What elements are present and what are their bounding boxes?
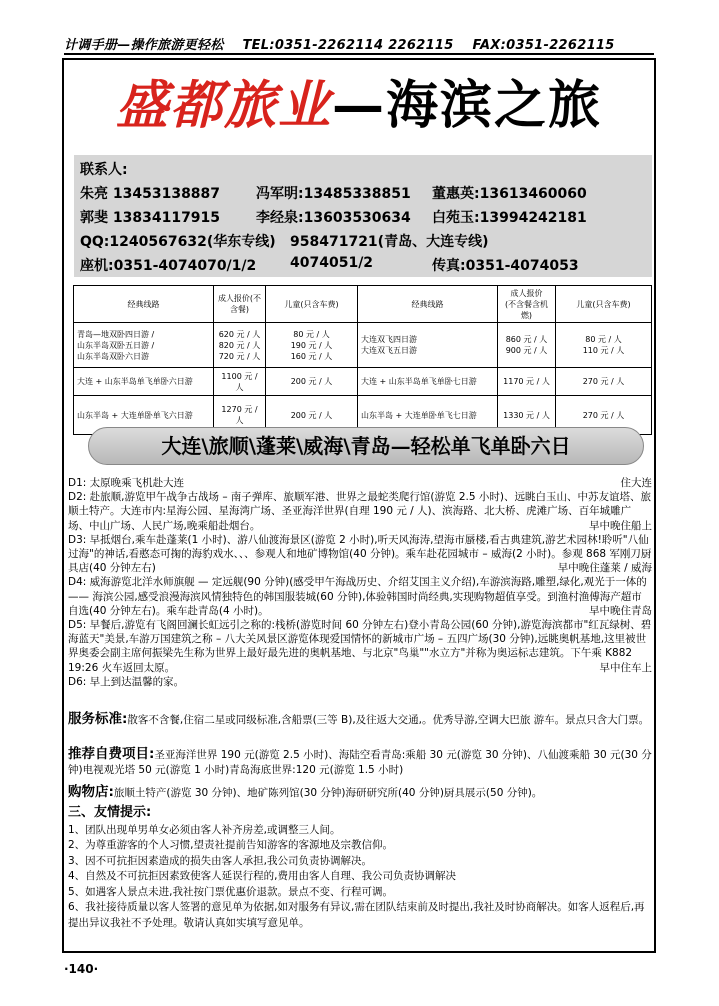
shopping-stops: 购物店:旅顺土特产(游览 30 分钟)、地矿陈列馆(30 分钟)海研研究所(40 分钟)厨具展示(50 分钟)。 [68,784,543,800]
service-standard: 服务标准:散客不含餐,住宿二星或同级标准,含船票(三等 B),及往返大交通,。优秀导游,空调大巴旅 游车。景点只含大门票。 [68,711,650,727]
table-cell: 80 元 / 人 110 元 / 人 [556,323,652,368]
header-fax: FAX:0351-2262115 [472,38,615,53]
table-cell: 200 元 / 人 [266,368,358,396]
fax-number: 传真:0351-4074053 [432,258,579,274]
day-accommodation: 住大连 [620,477,652,489]
title-dash: — [332,75,386,136]
landline: 座机:0351-4074070/1/2 [80,258,257,274]
table-cell: 大连双飞四日游 大连双飞五日游 [358,323,498,368]
tips-heading: 三、友情提示: [68,805,152,820]
col-header: 儿童(只含车费) [556,286,652,323]
brand-name: 盛都旅业 [115,75,332,136]
table-cell: 大连 + 山东半岛单飞单卧七日游 [358,368,498,396]
itinerary [68,476,652,689]
header-tel: TEL:0351-2262114 2262115 [242,38,454,53]
contact-person: 朱亮 13453138887 [80,186,221,202]
qq-east-china: QQ:1240567632(华东专线) [80,234,276,250]
itinerary-day: D5: 早餐后,游览有飞阁回澜长虹远引之称的:栈桥(游览时间 60 分钟左右)登小青岛公园(60 分钟),游览海滨都市"红瓦绿树、碧海蓝天"美景,车游万国建筑之称 – 八大关风景区游览体现爱国情怀的新城市广场 – 五四广场(30 分钟),远眺奥帆基地,这里被世界奥委会副主席何振梁先生称为世界上最好最先进的奥帆基地、与北京"鸟巢""水立方"并称为奥运标志建筑。下午乘 K882 19:26 火车返回太原。 早中住车上 [68,619,652,674]
tip-item: 2、为尊重游客的个人习惯,望责社提前告知游客的客源地及宗教信仰。 [68,839,394,851]
contact-person: 郭斐 13834117915 [80,210,221,226]
table-cell: 1270 元 / 人 [214,396,266,435]
contact-person: 冯军明:13485338851 [256,186,411,202]
optional-items: 推荐自费项目:圣亚海洋世界 190 元(游览 2.5 小时)、海陆空看青岛:乘船 30 元(游览 30 分钟)、八仙渡乘船 30 元(30 分钟)电视观光塔 50 元(游览 1 小时)青岛海底世界:120 元(游览 1.5 小时) [68,746,652,776]
table-cell: 200 元 / 人 [266,396,358,435]
title-subtitle: 海滨之旅 [386,75,603,136]
day-accommodation: 早中晚住蓬莱 / 威海 [557,562,652,575]
day-accommodation: 早中晚住船上 [589,519,652,532]
table-cell: 1330 元 / 人 [498,396,556,435]
table-cell: 80 元 / 人 190 元 / 人 160 元 / 人 [266,323,358,368]
col-header: 成人报价(不含餐) [214,286,266,323]
table-cell: 大连 + 山东半岛单飞单卧六日游 [74,368,214,396]
tips-section [68,805,652,931]
header-rule [64,53,654,55]
page-title [64,66,654,146]
itinerary-day: D1: 太原晚乘飞机赴大连 住大连 [68,477,652,489]
table-cell: 青岛—地双卧四日游 / 山东半岛双卧五日游 / 山东半岛双卧六日游 [74,323,214,368]
itinerary-day: D4: 威海游览北洋水师旗舰 — 定远舰(90 分钟)(感受甲午海战历史、介绍艾国主义介绍),车游滨海路,雕塑,绿化,观光于一体的 —— 海滨公园,感受浪漫海滨风情独特色的韩国服装城(60 分钟),体验韩国时尚经典,实现购物超值享受。到渔村渔傅海产超市自选(40 分钟左右)。乘车赴青岛(4 小时)。 早中晚住青岛 [68,576,652,617]
contact-box [74,155,652,277]
table-cell: 270 元 / 人 [556,368,652,396]
table-cell: 860 元 / 人 900 元 / 人 [498,323,556,368]
table-cell: 山东半岛 + 大连单卧单飞七日游 [358,396,498,435]
table-row [74,368,652,396]
itinerary-day: D2: 赴旅顺,游览甲午战争古战场 – 南子弹库、旅顺军港、世界之最蛇类爬行馆(游览 2.5 小时)、远眺白玉山、中苏友谊塔、旅顺土特产。大连市内:星海公园、星海湾广场、圣亚海洋世界(自理 190 元 / 人)、滨海路、北大桥、虎滩广场、百年城雕广场、中山广场、人民广场,晚乘船赴烟台。 早中晚住船上 [68,491,652,532]
tip-item: 6、我社接待质量以客人签署的意见单为依据,如对服务有异议,需在团队结束前及时提出,我社及时协商解决。如客人返程后,再提出异议我社不予处理。敬请认真如实填写意见单。 [68,901,645,929]
itinerary-day: D3: 早抵烟台,乘车赴蓬莱(1 小时)、游八仙渡海景区(游览 2 小时),听天风海涛,望海市蜃楼,看古典建筑,游艺术园林!聆听"八仙过海"的神话,看憨态可掬的海豹戏水、、、参观人和地矿博物馆(40 分钟)。乘车赴花园城市 – 威海(2 小时)。参观 868 军刚刀厨具店(40 分钟左右) 早中晚住蓬莱 / 威海 [68,533,652,575]
table-cell: 1100 元 / 人 [214,368,266,396]
table-cell: 270 元 / 人 [556,396,652,435]
tip-item: 3、因不可抗拒因素造成的损失由客人承担,我公司负责协调解决。 [68,854,373,867]
col-header: 经典线路 [74,286,214,323]
price-table [73,285,652,435]
tip-item: 1、团队出现单男单女必须由客人补齐房差,或调整三人间。 [68,823,341,836]
day-accommodation: 早中晚住青岛 [589,604,652,617]
col-header: 成人报价 (不含餐含机燃) [498,286,556,323]
landline-2: 4074051/2 [290,255,374,271]
header-slogan: 计调手册—操作旅游更轻松 [64,38,224,53]
contact-person: 董惠英:13613460060 [432,186,587,202]
col-header: 儿童(只含车费) [266,286,358,323]
day-accommodation: 早中住车上 [599,661,652,674]
table-cell: 620 元 / 人 820 元 / 人 720 元 / 人 [214,323,266,368]
itinerary-banner: 大连\旅顺\蓬莱\威海\青岛—轻松单飞单卧六日 [88,427,644,465]
itinerary-day: D6: 早上到达温馨的家。 [68,675,185,688]
table-cell: 1170 元 / 人 [498,368,556,396]
table-row [74,323,652,368]
qq-qingdao-dalian: 958471721(青岛、大连专线) [290,234,489,250]
page-number: ·140· [64,962,99,976]
contact-person: 白苑玉:13994242181 [432,210,587,226]
tip-item: 5、如遇客人景点未进,我社按门票优惠价退款。景点不变、行程可调。 [68,885,394,898]
table-cell: 山东半岛 + 大连单卧单飞六日游 [74,396,214,435]
contact-person: 李经泉:13603530634 [256,210,411,226]
tip-item: 4、自然及不可抗拒因素致使客人延误行程的,费用由客人自理、我公司负责协调解决 [68,870,457,882]
page-header [64,34,654,52]
contact-label: 联系人: [80,162,128,178]
col-header: 经典线路 [358,286,498,323]
